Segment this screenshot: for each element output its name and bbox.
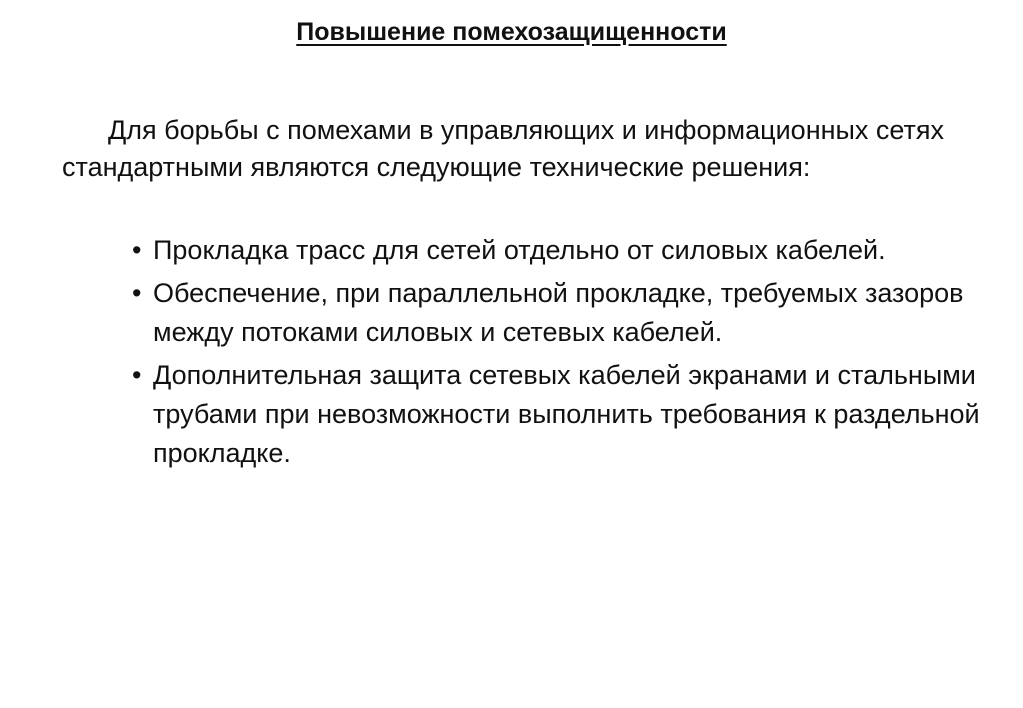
bullet-marker: • [132,360,142,390]
bullet-item-clearances [132,274,992,352]
bullet-list [132,231,992,477]
bullet-text: Дополнительная защита сетевых кабелей экранами и стальными трубами при невозможности выполнить требования к раздельной прокладке. [153,360,980,468]
slide-title: Повышение помехозащищенности [296,18,727,46]
bullet-marker: • [132,235,142,265]
bullet-text: Прокладка трасс для сетей отдельно от силовых кабелей. [153,235,886,265]
bullet-marker: • [132,278,142,308]
bullet-text: Обеспечение, при параллельной прокладке, требуемых зазоров между потоками силовых и сетевых кабелей. [153,278,964,347]
intro-paragraph: Для борьбы с помехами в управляющих и информационных сетях стандартными являются следующие технические решения: [62,115,945,182]
bullet-item-shielding [132,356,992,473]
bullet-item-separate-routing [132,231,992,270]
